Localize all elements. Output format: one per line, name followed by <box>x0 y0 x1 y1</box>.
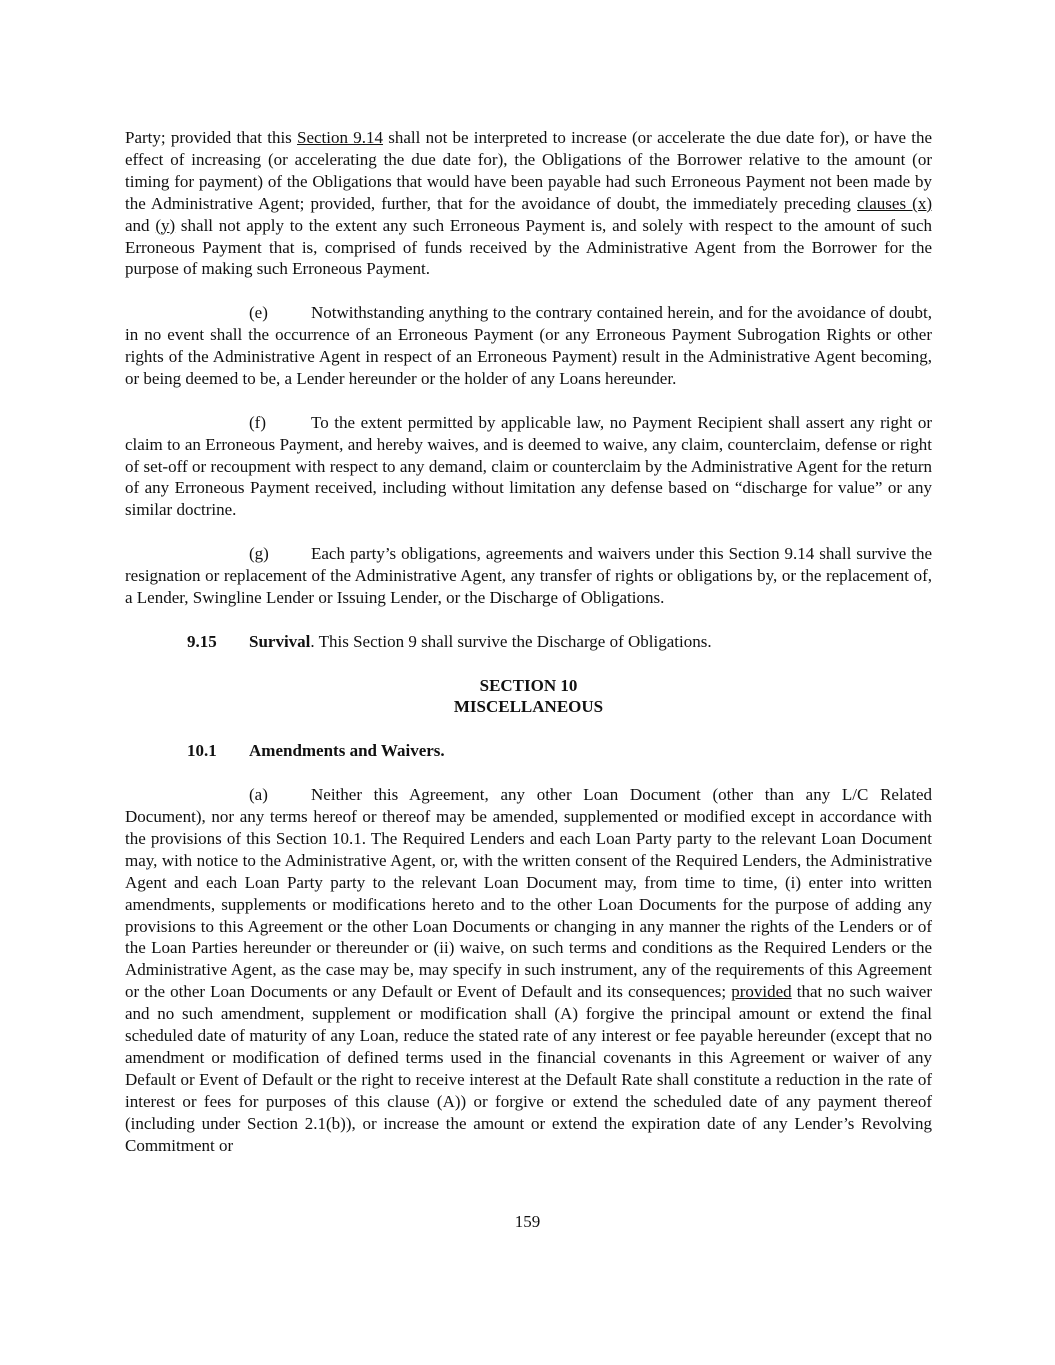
section-reference: Section 9.14 <box>297 128 383 147</box>
clause-reference-x: clauses (x) <box>856 193 933 213</box>
section-10-heading: SECTION 10 MISCELLANEOUS <box>453 675 604 717</box>
section-title: Survival <box>249 631 311 651</box>
section-number: 9.15 <box>187 631 217 651</box>
section-10-1-heading <box>187 740 932 762</box>
section-9-15: 9.15 Survival. This Section 9 shall survive the Discharge of Obligations. <box>187 631 712 651</box>
document-body <box>125 127 932 1156</box>
paragraph-e: (e) Notwithstanding anything to the contrary contained herein, and for the avoidance of doubt, in no event shall the occurrence of an Erroneous Payment (or any Erroneous Payment Subrogation Rights or other rights of the Administrative Agent in respect of an Erroneous Payment) result in the Administrative Agent becoming, or being deemed to be, a Lender hereunder or the holder of any Loans hereunder. <box>125 303 932 388</box>
section-title: Amendments and Waivers. <box>249 741 445 761</box>
paragraph-g: (g) Each party’s obligations, agreements and waivers under this Section 9.14 shall survive the resignation or replacement of the Administrative Agent, any transfer of rights or obligations by, or the replacement of, a Lender, Swingline Lender or Issuing Lender, or the Discharge of Obligations. <box>125 544 932 607</box>
clause-reference-y: (y) <box>155 215 176 235</box>
paragraph-f: (f) To the extent permitted by applicable law, no Payment Recipient shall assert any right or claim to an Erroneous Payment, and hereby waives, and is deemed to waive, any claim, counterclaim, defense or right of set-off or recoupment with respect to any demand, claim or counterclaim by the Administrative Agent for the return of any Erroneous Payment received, including without limitation any defense based on “discharge for value” or any similar doctrine. <box>125 412 932 520</box>
paragraph-intro: Party; provided that this Section 9.14 shall not be interpreted to increase (or accelerate the due date for), or have the effect of increasing (or accelerating the due date for), the Obligations of the Borrower relative to the amount (or timing for payment) of the Obligations that would have been payable had such Erroneous Payment not been made by the Administrative Agent; provided, further, that for the avoidance of doubt, the immediately preceding clauses (x) and (y) shall not apply to the extent any such Erroneous Payment is, and solely with respect to the amount of such Erroneous Payment that is, comprised of funds received by the Administrative Agent from the Borrower for the purpose of making such Erroneous Payment. <box>125 128 933 279</box>
page-number: 159 <box>514 1212 541 1231</box>
provided-term: provided <box>731 982 792 1002</box>
clause-label: (f) <box>249 412 266 432</box>
paragraph-a: (a) Neither this Agreement, any other Loan Document (other than any L/C Related Document), nor any terms hereof or thereof may be amended, supplemented or modified except in accordance with the provisions of this Section 10.1. The Required Lenders and each Loan Party party to the relevant Loan Document may, with notice to the Administrative Agent, or, with the written consent of the Required Lenders, the Administrative Agent and each Loan Party party to the relevant Loan Document may, from time to time, (i) enter into written amendments, supplements or modifications hereto and to the other Loan Documents for the purpose of adding any provisions to this Agreement or the other Loan Documents or changing in any manner the rights of the Lenders or of the Loan Parties hereunder or thereunder or (ii) waive, on such terms and conditions as the Required Lenders or the Administrative Agent, as the case may be, may specify in such instrument, any of the requirements of this Agreement or the other Loan Documents or any Default or Event of Default and its consequences; provided that no such waiver and no such amendment, supplement or modification shall (A) forgive the principal amount or extend the final scheduled date of maturity of any Loan, reduce the stated rate of any interest or fee payable hereunder (except that no amendment or modification of defined terms used in the financial covenants in this Agreement or waiver of any Default or Event of Default or the right to receive interest at the Default Rate shall constitute a reduction in the rate of interest or fees for purposes of this clause (A)) or forgive or extend the scheduled date of any payment thereof (including under Section 2.1(b)), or increase the amount or extend the expiration date of any Lender’s Revolving Commitment or <box>125 785 933 1155</box>
section-number: 10.1 <box>187 741 217 761</box>
clause-label: (a) <box>249 785 268 805</box>
clause-label: (g) <box>249 544 269 564</box>
clause-label: (e) <box>249 303 268 323</box>
